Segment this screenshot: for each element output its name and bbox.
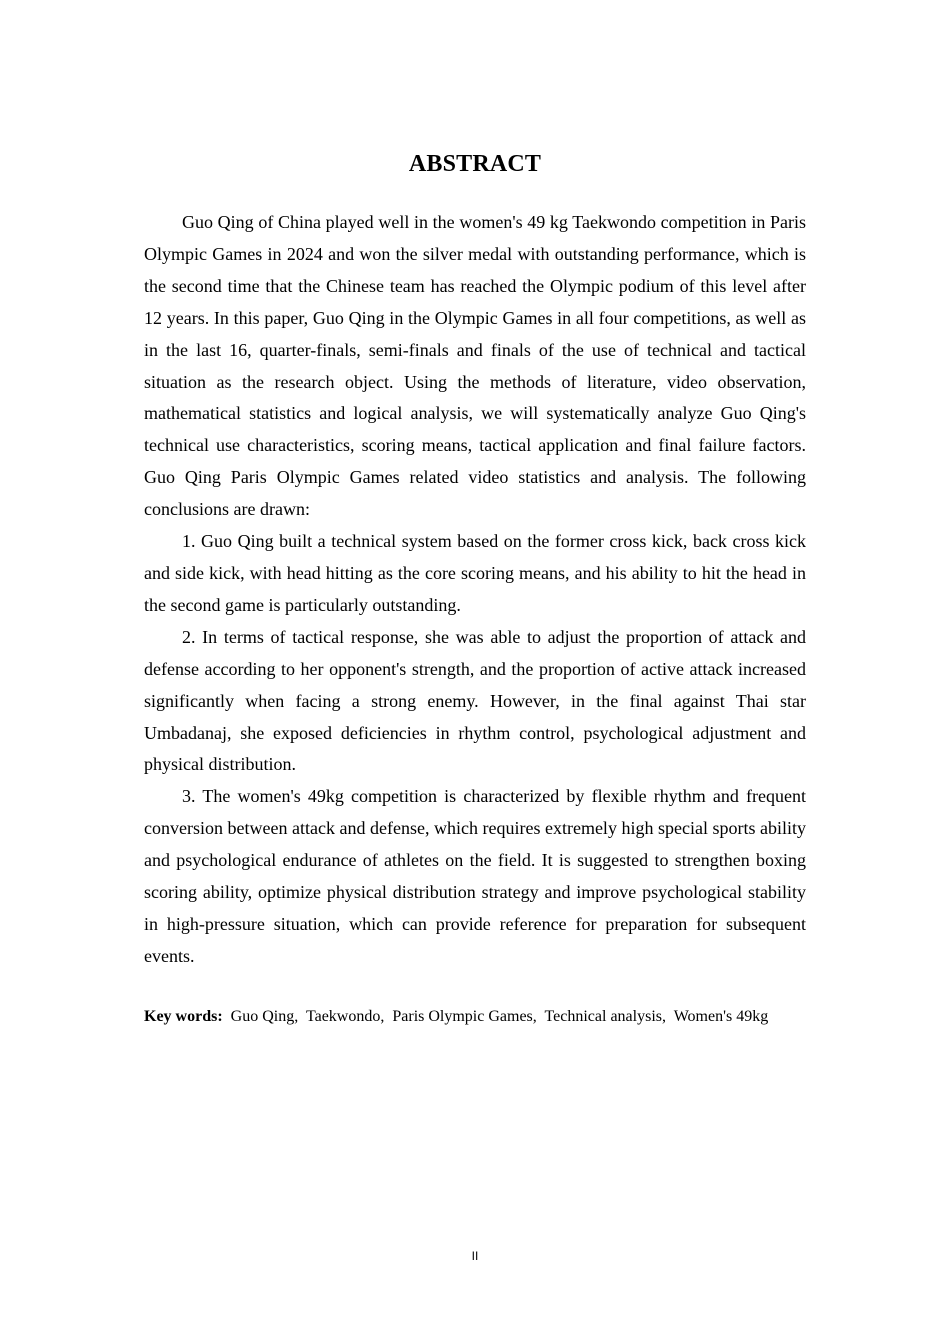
document-page (144, 148, 806, 1029)
keyword-item: Women's 49kg (673, 1007, 769, 1025)
keyword-item: Technical analysis, (544, 1007, 666, 1025)
keyword-item: Guo Qing, (230, 1007, 299, 1025)
keyword-item: Taekwondo, (305, 1007, 385, 1025)
keyword-item: Paris Olympic Games, (392, 1007, 537, 1025)
abstract-paragraph-conclusion-1: 1. Guo Qing built a technical system based on the former cross kick, back cross kick and side kick, with head hitting as the core scoring means, and his ability to hit the head in the second game is particularly outstanding. (144, 531, 806, 615)
abstract-paragraph-conclusion-2: 2. In terms of tactical response, she was able to adjust the proportion of attack and defense according to her opponent's strength, and the proportion of active attack increased significantly when facing a strong enemy. However, in the final against Thai star Umbadanaj, she exposed deficiencies in rhythm control, psychological adjustment and physical distribution. (144, 626, 806, 775)
page-title: ABSTRACT (408, 151, 542, 177)
page-number: II (471, 1249, 479, 1263)
abstract-paragraph-conclusion-3: 3. The women's 49kg competition is characterized by flexible rhythm and frequent conversion between attack and defense, which requires extremely high special sports ability and psychological endurance of athletes on the field. It is suggested to strengthen boxing scoring ability, optimize physical distribution strategy and improve psychological stability in high-pressure situation, which can provide reference for preparation for subsequent events. (144, 786, 806, 966)
abstract-paragraph-intro: Guo Qing of China played well in the women's 49 kg Taekwondo competition in Paris Olympic Games in 2024 and won the silver medal with outstanding performance, which is the second time that the Chinese team has reached the Olympic podium of this level after 12 years. In this paper, Guo Qing in the Olympic Games in all four competitions, as well as in the last 16, quarter-finals, semi-finals and finals of the use of technical and tactical situation as the research object. Using the methods of literature, video observation, mathematical statistics and logical analysis, we will systematically analyze Guo Qing's technical use characteristics, scoring means, tactical application and final failure factors. Guo Qing Paris Olympic Games related video statistics and analysis. The following conclusions are drawn: (144, 212, 806, 520)
keywords-line (144, 1005, 806, 1029)
keywords-label: Key words: (144, 1007, 223, 1025)
